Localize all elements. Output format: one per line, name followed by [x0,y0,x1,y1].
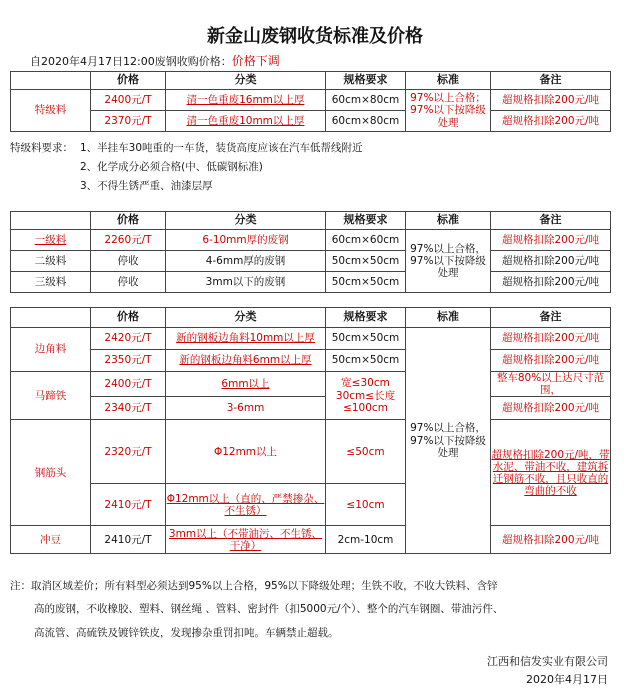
requirement-item: 3、不得生锈严重、油漆层厚 [80,180,213,192]
header-category: 分类 [166,212,326,230]
spec-cell: 60cm×80cm [326,90,406,111]
category-cell: Φ12mm以上 [166,420,326,484]
price-cell: 停收 [91,251,166,272]
price-cell: 2410元/T [91,526,166,554]
price-cell: 2350元/T [91,350,166,372]
footnote-line: 高流管、高硫铁及镀锌铁皮，发现掺杂重罚扣吨。车辆禁止超载。 [34,627,339,639]
standard-cell: 97%以上合格，97%以下按降级处理 [406,230,491,293]
spec-cell: 宽≤30cm 30cm≤长度≤100cm [326,372,406,420]
remark-cell: 超规格扣除200元/吨 [491,230,611,251]
header-remark: 备注 [491,308,611,328]
price-cell: 2400元/T [91,90,166,111]
special-grade-table [10,71,611,132]
header-category: 分类 [166,308,326,328]
header-spec: 规格要求 [326,72,406,90]
grade-levels-table [10,211,611,293]
footnote-line: 注：取消区域差价；所有料型必须达到95%以上合格，95%以下降级处理；生铁不收，不收大铁料、含锌 [10,580,498,592]
remark-cell: 超规格扣除200元/吨 [491,350,611,372]
grade-name: 三级料 [11,272,91,293]
requirement-item: 2、化学成分必须合格(中、低碳钢标准) [80,161,263,173]
header-category: 分类 [166,72,326,90]
category-cell: 4-6mm厚的废钢 [166,251,326,272]
price-effective-line [30,52,280,69]
spec-cell: 50cm×50cm [326,350,406,372]
header-standard: 标准 [406,308,491,328]
spec-cell: 60cm×60cm [326,230,406,251]
header-remark: 备注 [491,72,611,90]
grade-name-punch: 冲豆 [11,526,91,554]
remark-cell: 超规格扣除200元/吨 [491,526,611,554]
price-cell: 2340元/T [91,397,166,420]
category-cell: 3mm以上（不带油污、不生锈、干净） [166,526,326,554]
effective-date-text: 自2020年4月17日12:00废钢收购价格： [30,55,232,68]
header-standard: 标准 [406,212,491,230]
requirement-item: 1、半挂车30吨重的一车货，装货高度应该在汽车低帮线附近 [80,142,363,154]
remark-cell: 超规格扣除200元/吨 [491,272,611,293]
category-cell: 3-6mm [166,397,326,420]
price-change-note: 价格下调 [231,54,280,68]
spec-cell: 50cm×50cm [326,328,406,350]
category-cell: 新的钢板边角料10mm以上厚 [166,328,326,350]
header-price: 价格 [91,212,166,230]
remark-cell: 整车80%以上达尺寸范围， [491,372,611,397]
page-title: 新金山废钢收货标准及价格 [207,26,423,47]
category-cell: Φ12mm以上（直的、严禁掺杂、不生锈） [166,484,326,526]
remark-cell: 超规格扣除200元/吨 [491,397,611,420]
category-cell: 清一色重废16mm以上厚 [166,90,326,111]
header-price: 价格 [91,72,166,90]
category-cell: 新的钢板边角料6mm以上厚 [166,350,326,372]
requirements-label: 特级料要求： [10,142,73,154]
price-cell: 2320元/T [91,420,166,484]
remark-cell: 超规格扣除200元/吨 [491,251,611,272]
signature-date: 2020年4月17日 [526,673,608,686]
header-spec: 规格要求 [326,212,406,230]
grade-name-edge: 边角料 [11,328,91,372]
grade-name-horseshoe: 马蹄铁 [11,372,91,420]
grade-name-rebar: 钢筋头 [11,420,91,526]
category-cell: 6mm以上 [166,372,326,397]
grade-name: 二级料 [11,251,91,272]
category-cell: 3mm以下的废钢 [166,272,326,293]
remark-cell: 超规格扣除200元/吨 [491,90,611,111]
standard-cell: 97%以上合格，97%以下按降级处理 [406,328,491,554]
specialty-materials-table [10,307,611,554]
spec-cell: ≤50cm [326,420,406,484]
footnote-line: 高的废钢，不收橡胶、塑料、钢丝绳 、管料、密封件（扣5000元/个）、整个的汽车钢圈、带油污件、 [34,603,504,615]
remark-cell: 超规格扣除200元/吨 [491,328,611,350]
price-cell: 停收 [91,272,166,293]
grade-name-special: 特级料 [11,90,91,132]
header-price: 价格 [91,308,166,328]
spec-cell: 50cm×50cm [326,251,406,272]
remark-cell: 超规格扣除200元/吨 [491,111,611,132]
spec-cell: 50cm×50cm [326,272,406,293]
category-cell: 清一色重废10mm以上厚 [166,111,326,132]
price-cell: 2260元/T [91,230,166,251]
price-cell: 2420元/T [91,328,166,350]
price-cell: 2370元/T [91,111,166,132]
price-cell: 2400元/T [91,372,166,397]
header-remark: 备注 [491,212,611,230]
spec-cell: 60cm×80cm [326,111,406,132]
price-cell: 2410元/T [91,484,166,526]
remark-cell: 超规格扣除200元/吨，带水泥、带油不收，建筑拆迁钢筋不收，且只收直的弯曲的不收 [491,420,611,526]
spec-cell: ≤10cm [326,484,406,526]
standard-cell: 97%以上合格；97%以下按降级处理 [406,90,491,132]
header-standard: 标准 [406,72,491,90]
header-spec: 规格要求 [326,308,406,328]
grade-name: 一级料 [11,230,91,251]
category-cell: 6-10mm厚的废钢 [166,230,326,251]
spec-cell: 2cm-10cm [326,526,406,554]
company-name: 江西和信发实业有限公司 [487,655,608,668]
